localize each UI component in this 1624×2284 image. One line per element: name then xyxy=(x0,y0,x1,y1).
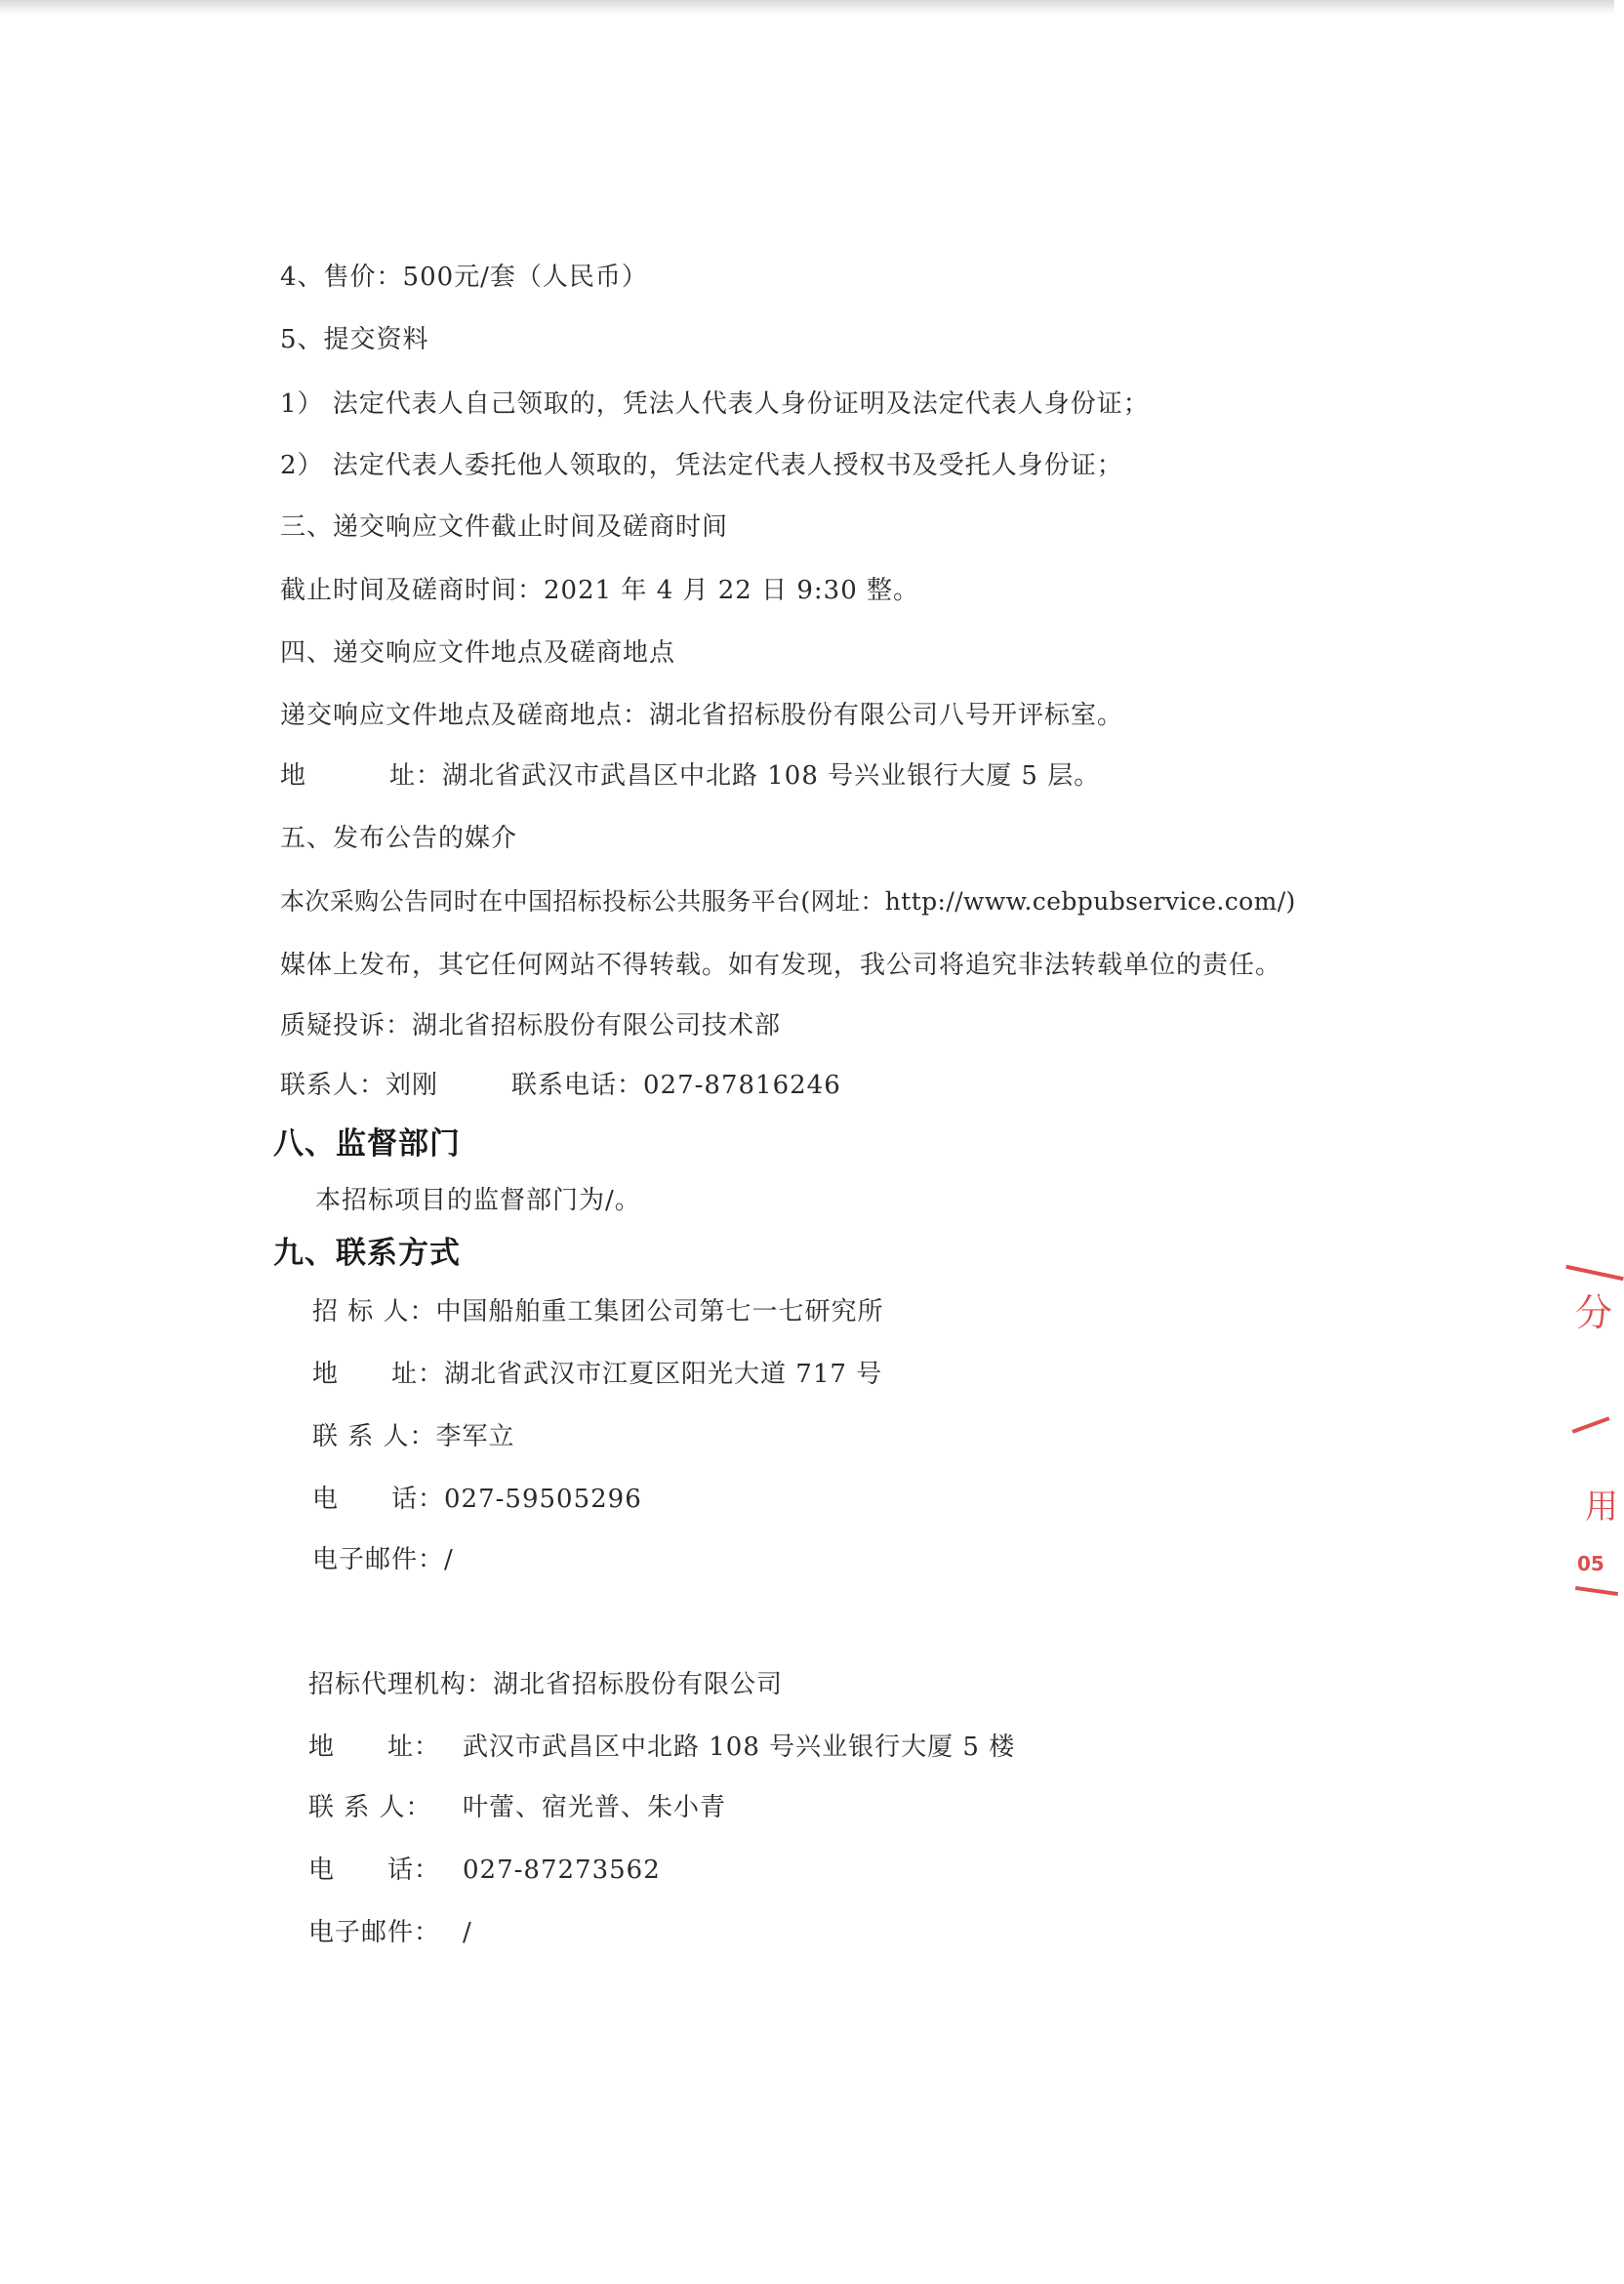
agency-name-label: 招标代理机构： xyxy=(308,1670,494,1699)
agency-contact: 叶蕾、宿光普、朱小青 xyxy=(463,1793,727,1822)
agency-name: 湖北省招标股份有限公司 xyxy=(493,1670,784,1699)
tenderer-email-label: 电子邮件： xyxy=(312,1545,445,1574)
address-line-value: 址：湖北省武汉市武昌区中北路 108 号兴业银行大厦 5 层。 xyxy=(389,761,1101,791)
supervision-text: 本招标项目的监督部门为/。 xyxy=(315,1186,641,1215)
materials-item-2: 2） 法定代表人委托他人领取的，凭法定代表人授权书及受托人身份证； xyxy=(280,451,1123,480)
section-3-heading: 三、递交响应文件截止时间及磋商时间 xyxy=(280,512,729,542)
address-line xyxy=(280,758,1100,794)
agency-email-line xyxy=(308,1915,472,1950)
seal-arc-top xyxy=(1565,1265,1624,1281)
tenderer-address-label: 地 址： xyxy=(312,1360,445,1389)
tenderer-email-line xyxy=(312,1542,454,1577)
tenderer-contact: 李军立 xyxy=(435,1422,515,1451)
agency-address-line xyxy=(308,1730,1015,1765)
tenderer-phone-label: 电 话： xyxy=(312,1485,445,1514)
agency-contact-line xyxy=(308,1790,726,1825)
section-4-heading: 四、递交响应文件地点及磋商地点 xyxy=(280,638,676,668)
materials-item-1: 1） 法定代表人自己领取的，凭法人代表人身份证明及法定代表人身份证； xyxy=(280,389,1150,419)
tenderer-name: 中国船舶重工集团公司第七一七研究所 xyxy=(435,1297,884,1326)
media-line-2: 媒体上发布，其它任何网站不得转载。如有发现，我公司将追究非法转载单位的责任。 xyxy=(280,951,1282,980)
media-line-1: 本次采购公告同时在中国招标投标公共服务平台(网址：http://www.cebpubservice.com/) xyxy=(280,887,1296,916)
tenderer-email: / xyxy=(444,1545,454,1574)
agency-address: 武汉市武昌区中北路 108 号兴业银行大厦 5 楼 xyxy=(463,1733,1016,1762)
agency-phone-label: 电 话： xyxy=(308,1856,441,1885)
contact-phone-line: 联系电话：027-87816246 xyxy=(511,1071,841,1100)
address-line-label: 地 xyxy=(280,761,307,791)
agency-phone: 027-87273562 xyxy=(463,1856,661,1885)
agency-contact-label: 联 系 人： xyxy=(308,1793,432,1822)
seal-char-3: 05 xyxy=(1577,1552,1604,1575)
tenderer-name-line xyxy=(312,1294,884,1329)
official-seal-fragment xyxy=(1562,1259,1618,1611)
agency-phone-line xyxy=(308,1853,661,1888)
seal-arc-middle xyxy=(1572,1416,1610,1433)
agency-email-label: 电子邮件： xyxy=(308,1918,441,1947)
tenderer-name-label: 招 标 人： xyxy=(312,1297,436,1326)
seal-char-1: 分 xyxy=(1575,1291,1613,1334)
price-line: 4、售价：500元/套（人民币） xyxy=(280,263,648,292)
tenderer-address: 湖北省武汉市江夏区阳光大道 717 号 xyxy=(444,1360,883,1389)
tenderer-address-line xyxy=(312,1357,882,1392)
location-line: 递交响应文件地点及磋商地点：湖北省招标股份有限公司八号开评标室。 xyxy=(280,701,1124,730)
seal-arc-bottom xyxy=(1575,1586,1618,1596)
submit-materials-line: 5、提交资料 xyxy=(280,325,429,354)
agency-email: / xyxy=(463,1918,472,1947)
tenderer-phone: 027-59505296 xyxy=(444,1485,642,1514)
seal-char-2: 用 xyxy=(1585,1488,1618,1527)
deadline-line: 截止时间及磋商时间：2021 年 4 月 22 日 9:30 整。 xyxy=(280,576,920,605)
tenderer-contact-label: 联 系 人： xyxy=(312,1422,436,1451)
contact-person-line: 联系人：刘刚 xyxy=(280,1071,439,1100)
section-8-heading: 八、监督部门 xyxy=(273,1126,461,1162)
scan-edge xyxy=(0,0,1614,16)
tenderer-contact-line xyxy=(312,1419,515,1454)
section-5-heading: 五、发布公告的媒介 xyxy=(280,824,518,853)
agency-name-line xyxy=(308,1667,783,1702)
section-9-heading: 九、联系方式 xyxy=(273,1236,461,1271)
tenderer-phone-line xyxy=(312,1482,642,1517)
agency-address-label: 地 址： xyxy=(308,1733,441,1762)
complaint-line: 质疑投诉：湖北省招标股份有限公司技术部 xyxy=(280,1011,782,1040)
